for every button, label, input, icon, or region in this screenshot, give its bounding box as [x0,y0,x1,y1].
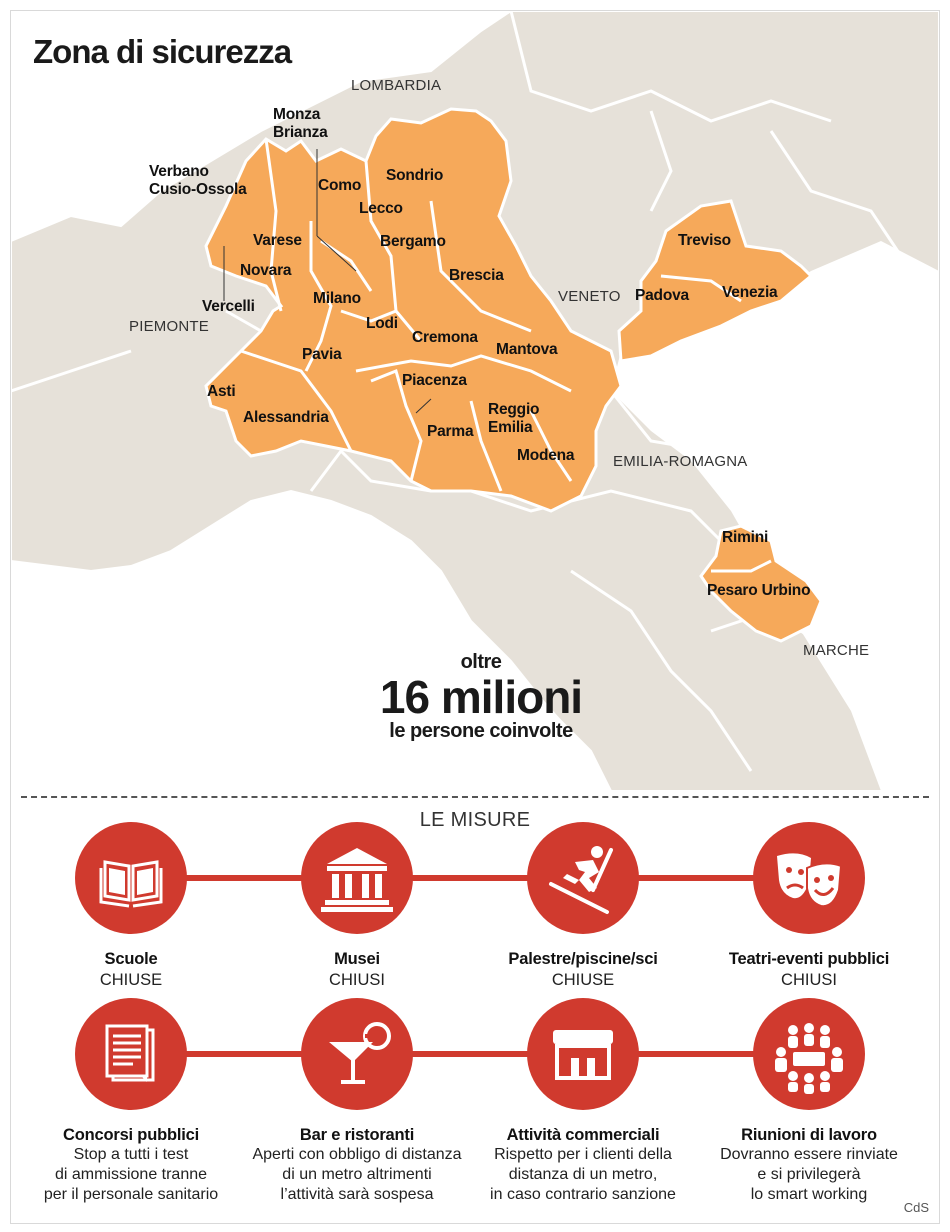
population-stat [351,651,611,743]
measure-concorsi [21,998,241,1205]
province-label-pavia: Pavia [302,346,342,363]
measure-title: Teatri-eventi pubblici [728,950,890,968]
theater-masks-icon [753,822,865,934]
province-label-varese: Varese [253,232,302,249]
province-label-padova: Padova [635,287,689,304]
province-label-rimini: Rimini [722,529,769,546]
book-icon [75,822,187,934]
province-label-lecco: Lecco [359,200,403,217]
region-label-piemonte: PIEMONTE [129,318,209,335]
province-label-brescia: Brescia [449,267,504,284]
cocktail-icon [301,998,413,1110]
province-label-asti: Asti [207,383,236,400]
province-label-reggio-emilia: Reggio Emilia [488,401,540,436]
measure-status: CHIUSE [99,971,163,989]
measure-circle [527,822,639,934]
dashed-divider [21,796,929,798]
measure-teatri [699,822,919,990]
measure-attivita [473,998,693,1205]
province-label-como: Como [318,177,362,194]
measure-description: Rispetto per i clienti della distanza di un metro, in caso contrario sanzione [490,1146,676,1203]
measure-title: Scuole [104,950,158,968]
region-label-veneto: VENETO [558,288,621,305]
region-label-lombardia: LOMBARDIA [351,77,442,94]
province-label-vercelli: Vercelli [202,298,255,315]
province-label-alessandria: Alessandria [243,409,329,426]
province-label-mantova: Mantova [496,341,558,358]
region-label-emilia-romagna: EMILIA-ROMAGNA [613,453,748,470]
measure-description: Stop a tutti i test di ammissione tranne per il personale sanitario [43,1146,219,1203]
measure-circle [753,998,865,1110]
measure-circle [301,822,413,934]
region-label-marche: MARCHE [803,642,870,659]
measure-status: CHIUSE [551,971,615,989]
stat-prefix: oltre [460,651,502,673]
measure-palestre [473,822,693,990]
measure-title: Palestre/piscine/sci [508,950,658,968]
province-label-novara: Novara [240,262,292,279]
shop-icon [527,998,639,1110]
measure-title: Concorsi pubblici [63,1126,199,1144]
province-label-treviso: Treviso [678,232,731,249]
measures-title: LE MISURE [419,809,531,831]
province-label-sondrio: Sondrio [386,167,444,184]
province-label-modena: Modena [517,447,575,464]
measure-title: Attività commerciali [506,1126,660,1144]
skier-icon [527,822,639,934]
page-title: Zona di sicurezza [33,33,292,70]
province-label-pesaro-urbino: Pesaro Urbino [707,582,811,599]
measure-musei [247,822,467,990]
measure-circle [75,998,187,1110]
measure-title: Musei [334,950,380,968]
measure-circle [301,998,413,1110]
measure-title: Riunioni di lavoro [741,1126,877,1144]
province-label-monza: Monza Brianza [273,106,328,141]
infographic [10,10,940,1224]
measure-bar [247,998,467,1205]
province-label-cremona: Cremona [412,329,478,346]
measure-circle [753,822,865,934]
measure-description: Dovranno essere rinviate e si privilegerà lo smart working [720,1146,898,1203]
province-label-bergamo: Bergamo [380,233,446,250]
measure-status: CHIUSI [329,971,385,989]
province-label-piacenza: Piacenza [402,372,467,389]
measure-circle [527,998,639,1110]
measure-circle [75,822,187,934]
province-label-lodi: Lodi [366,315,398,332]
province-label-milano: Milano [313,290,361,307]
credit: CdS [903,1200,929,1215]
measure-description: Aperti con obbligo di distanza di un metro altrimenti l’attività sarà sospesa [252,1146,462,1203]
province-label-venezia: Venezia [722,284,778,301]
measure-status: CHIUSI [781,971,837,989]
meeting-icon [753,998,865,1110]
museum-icon [301,822,413,934]
measure-scuole [21,822,241,990]
documents-icon [75,998,187,1110]
measure-title: Bar e ristoranti [299,1126,415,1144]
measure-riunioni [699,998,919,1205]
province-label-parma: Parma [427,423,474,440]
stat-value: 16 milioni [379,671,583,723]
stat-suffix: le persone coinvolte [389,720,573,742]
province-label-verbano: Verbano Cusio-Ossola [149,163,247,198]
